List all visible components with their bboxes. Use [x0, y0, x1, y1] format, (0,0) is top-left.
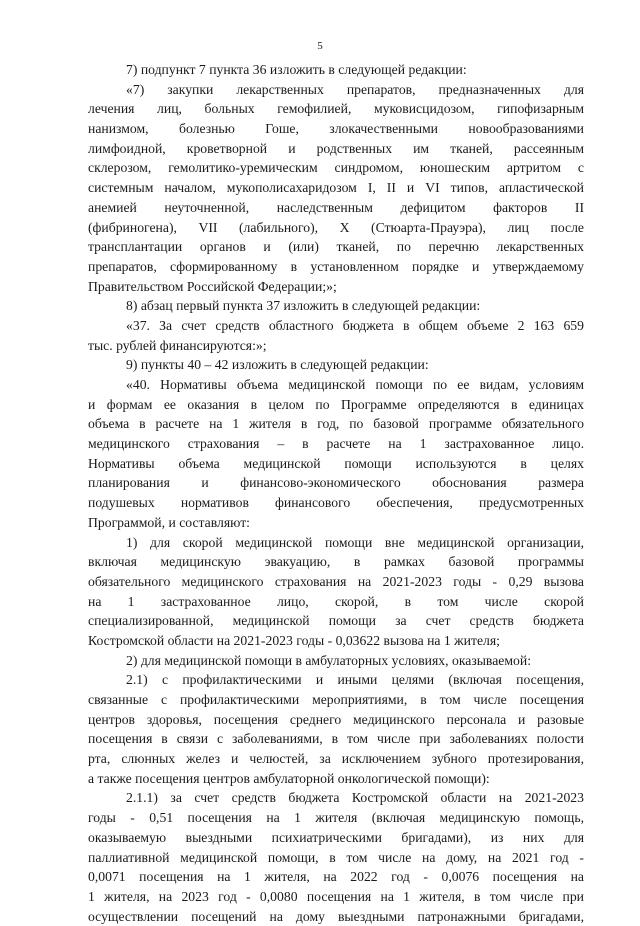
text-line: нанизмом, болезнью Гоше, злокачественными новообразованиями — [88, 121, 584, 137]
text-line: а также посещения центров амбулаторной онкологической помощи): — [88, 770, 490, 786]
text-line: 1) для скорой медицинской помощи вне медицинской организации, — [126, 534, 584, 550]
text-line: 2.1) с профилактическими и иными целями (включая посещения, — [126, 672, 584, 688]
text-line: оказываемую выездными психиатрическими бригадами), из них для — [88, 829, 584, 845]
text-line: на 1 застрахованное лицо, скорой, в том числе скорой — [88, 593, 584, 609]
text-line: включая медицинскую эвакуацию, в рамках базовой программы — [88, 554, 584, 570]
text-line: препаратов, сформированному в установленном порядке и утверждаемому — [88, 258, 584, 274]
text-line: 2.1.1) за счет средств бюджета Костромской области на 2021-2023 — [126, 790, 584, 806]
text-line: тыс. рублей финансируются:»; — [88, 337, 267, 353]
text-line: обязательного медицинского страхования на 2021-2023 годы - 0,29 вызова — [88, 573, 584, 589]
text-line: 1 жителя, на 2023 год - 0,0080 посещения на 1 жителя, в том числе при — [88, 888, 584, 904]
text-line: 7) подпункт 7 пункта 36 изложить в следующей редакции: — [126, 62, 467, 77]
text-line: подушевых нормативов финансового обеспечения, предусмотренных — [88, 495, 584, 511]
text-line: специализированной, медицинской помощи за счет средств бюджета — [88, 613, 584, 629]
text-line: трансплантации органов и (или) тканей, по перечню лекарственных — [88, 239, 584, 255]
text-line: Костромской области на 2021-2023 годы - 0,03622 вызова на 1 жителя; — [88, 632, 500, 648]
text-line: анемией неуточненной, наследственным дефицитом факторов II — [88, 199, 584, 215]
text-line: планирования и финансово-экономического обоснования размера — [88, 475, 584, 491]
text-line: системным началом, мукополисахаридозом I, II и VI типов, апластической — [88, 180, 584, 196]
text-line: и формам ее оказания в целом по Программе определяются в единицах — [88, 396, 584, 412]
page-number: 5 — [317, 40, 323, 52]
document-body — [88, 60, 584, 926]
text-line: «37. За счет средств областного бюджета в общем объеме 2 163 659 — [126, 317, 584, 333]
text-line: лечения лиц, больных гемофилией, муковисцидозом, гипофизарным — [88, 101, 584, 117]
text-line: осуществлении посещений на дому выездными патронажными бригадами, — [88, 908, 584, 924]
text-line: 9) пункты 40 – 42 изложить в следующей редакции: — [126, 357, 429, 373]
text-line: медицинского страхования – в расчете на 1 застрахованное лицо. — [88, 436, 584, 452]
text-line: 2) для медицинской помощи в амбулаторных условиях, оказываемой: — [126, 652, 532, 668]
text-line: 0,0071 посещения на 1 жителя, на 2022 год - 0,0076 посещения на — [88, 869, 584, 885]
text-line: (фибриногена), VII (лабильного), X (Стюарта-Прауэра), лиц после — [88, 219, 584, 235]
text-line: «40. Нормативы объема медицинской помощи по ее видам, условиям — [126, 377, 584, 392]
text-line: связанные с профилактическими мероприятиями, в том числе посещения — [88, 692, 584, 707]
text-line: объема в расчете на 1 жителя в год, по базовой программе обязательного — [88, 416, 584, 432]
text-line: паллиативной медицинской помощи, в том числе на дому, на 2021 год - — [88, 849, 584, 865]
text-line: 8) абзац первый пункта 37 изложить в следующей редакции: — [126, 298, 481, 314]
text-line: годы - 0,51 посещения на 1 жителя (включая медицинскую помощь, — [88, 810, 584, 826]
text-line: посещения в связи с заболеваниями, в том числе при заболеваниях полости — [88, 731, 584, 747]
text-line: Нормативы объема медицинской помощи используются в целях — [88, 455, 584, 471]
text-line: склерозом, гемолитико-уремическим синдромом, юношеским артритом с — [88, 160, 584, 176]
text-line: центров здоровья, посещения среднего медицинского персонала и разовые — [88, 711, 584, 727]
text-line: лимфоидной, кроветворной и родственных им тканей, рассеянным — [88, 140, 584, 156]
text-line: «7) закупки лекарственных препаратов, предназначенных для — [126, 81, 584, 97]
text-line: Правительством Российской Федерации;»; — [88, 278, 337, 294]
text-line: Программой, и составляют: — [88, 514, 250, 530]
text-line: рта, слюнных желез и челюстей, за исключением зубного протезирования, — [88, 751, 584, 767]
